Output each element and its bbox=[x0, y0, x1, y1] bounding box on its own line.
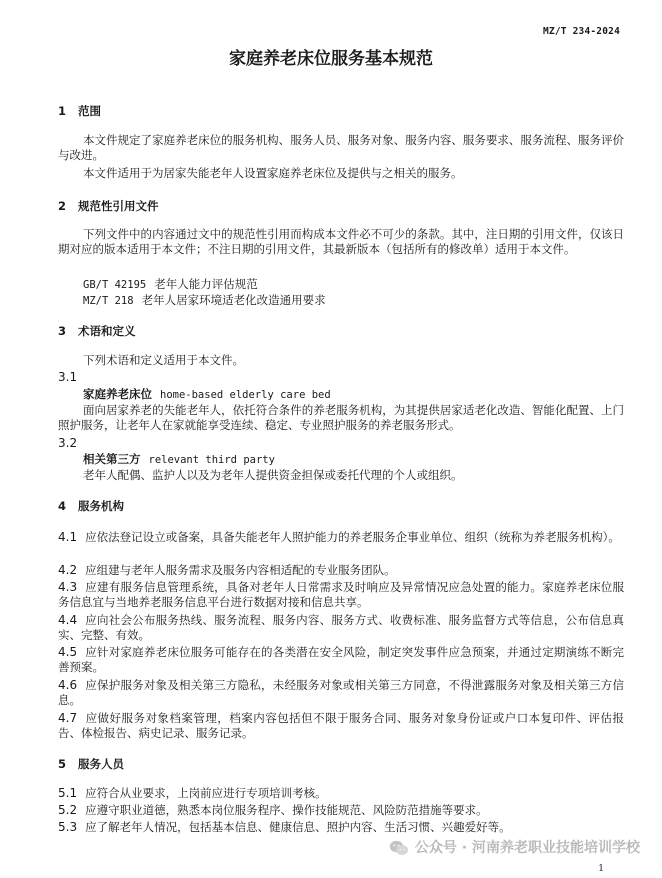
clause-number: 4.2 bbox=[58, 563, 78, 577]
section-title: 范围 bbox=[78, 104, 101, 118]
clause-4-3 bbox=[58, 580, 624, 610]
reference-code: GB/T 42195 bbox=[83, 279, 147, 291]
section-number: 5 bbox=[58, 757, 67, 771]
section-title: 服务人员 bbox=[78, 757, 124, 771]
reference-1 bbox=[58, 277, 649, 293]
section-4-heading bbox=[58, 499, 624, 514]
wechat-icon bbox=[389, 840, 409, 856]
section-2-heading bbox=[58, 199, 624, 214]
term-zh: 相关第三方 bbox=[83, 452, 141, 466]
clause-number: 4.5 bbox=[58, 645, 78, 659]
watermark-text: 公众号 · 河南养老职业技能培训学校 bbox=[414, 839, 640, 856]
term-number: 3.2 bbox=[58, 436, 78, 450]
section-1-heading bbox=[58, 104, 624, 119]
section-number: 3 bbox=[58, 324, 67, 338]
term-definition: 面向居家养老的失能老年人，依托符合条件的养老服务机构，为其提供居家适老化改造、智能化配置、上门照护服务，让老年人在家就能享受连续、稳定、专业照护服务的养老服务形式。 bbox=[58, 403, 624, 432]
clause-text: 应符合从业要求，上岗前应进行专项培训考核。 bbox=[85, 786, 327, 800]
section-number: 2 bbox=[58, 199, 67, 213]
clause-4-6 bbox=[58, 678, 624, 708]
clause-4-5 bbox=[58, 645, 624, 675]
clause-number: 4.1 bbox=[58, 530, 78, 544]
term-en: relevant third party bbox=[148, 454, 275, 466]
section-title: 规范性引用文件 bbox=[78, 199, 159, 213]
term-en: home-based elderly care bed bbox=[160, 389, 331, 401]
section-number: 1 bbox=[58, 104, 67, 118]
section-title: 术语和定义 bbox=[78, 324, 136, 338]
clause-number: 4.7 bbox=[58, 711, 78, 725]
document-title: 家庭养老床位服务基本规范 bbox=[229, 49, 433, 69]
clause-number: 4.3 bbox=[58, 580, 78, 594]
clause-4-1 bbox=[58, 530, 624, 545]
section-5-heading bbox=[58, 757, 624, 772]
clause-number: 4.4 bbox=[58, 613, 78, 627]
clause-number: 5.1 bbox=[58, 786, 78, 800]
reference-name: 老年人居家环境适老化改造通用要求 bbox=[141, 293, 326, 307]
clause-text: 应了解老年人情况，包括基本信息、健康信息、照护内容、生活习惯、兴趣爱好等。 bbox=[85, 820, 511, 834]
page-number: 1 bbox=[598, 864, 604, 874]
section-1-para-2: 本文件适用于为居家失能老年人设置家庭养老床位及提供与之相关的服务。 bbox=[83, 166, 463, 180]
clause-number: 5.3 bbox=[58, 820, 78, 834]
term-title bbox=[58, 452, 649, 468]
clause-5-1 bbox=[58, 786, 624, 801]
clause-text: 应遵守职业道德，熟悉本岗位服务程序、操作技能规范、风险防范措施等要求。 bbox=[85, 803, 488, 817]
clause-text: 应向社会公布服务热线、服务流程、服务内容、服务方式、收费标准、服务监督方式等信息，公布信息真实、完整、有效。 bbox=[58, 613, 624, 642]
clause-text: 应做好服务对象档案管理，档案内容包括但不限于服务合同、服务对象身份证或户口本复印件、评估报告、体检报告、病史记录、服务记录。 bbox=[58, 711, 624, 740]
term-definition: 老年人配偶、监护人以及为老年人提供资金担保或委托代理的个人或组织。 bbox=[83, 468, 463, 482]
section-1-para-1: 本文件规定了家庭养老床位的服务机构、服务人员、服务对象、服务内容、服务要求、服务流程、服务评价与改进。 bbox=[58, 133, 624, 162]
clause-text: 应针对家庭养老床位服务可能存在的各类潜在安全风险，制定突发事件应急预案，并通过定期演练不断完善预案。 bbox=[58, 645, 624, 674]
reference-name: 老年人能力评估规范 bbox=[154, 277, 258, 291]
clause-5-3 bbox=[58, 820, 624, 835]
clause-4-4 bbox=[58, 613, 624, 643]
section-2-para: 下列文件中的内容通过文中的规范性引用而构成本文件必不可少的条款。其中，注日期的引用文件，仅该日期对应的版本适用于本文件；不注日期的引用文件，其最新版本（包括所有的修改单）适用于本文件。 bbox=[58, 227, 624, 256]
clause-4-7 bbox=[58, 711, 624, 741]
clause-5-2 bbox=[58, 803, 624, 818]
term-title bbox=[58, 387, 649, 403]
clause-text: 应组建与老年人服务需求及服务内容相适配的专业服务团队。 bbox=[85, 563, 396, 577]
watermark bbox=[389, 840, 640, 856]
standard-code: MZ/T 234-2024 bbox=[543, 26, 620, 37]
clause-4-2 bbox=[58, 563, 624, 578]
clause-text: 应保护服务对象及相关第三方隐私，未经服务对象或相关第三方同意，不得泄露服务对象及相关第三方信息。 bbox=[58, 678, 624, 707]
term-zh: 家庭养老床位 bbox=[83, 387, 152, 401]
clause-text: 应建有服务信息管理系统，具备对老年人日常需求及时响应及异常情况应急处置的能力。家庭养老床位服务信息宜与当地养老服务信息平台进行数据对接和信息共享。 bbox=[58, 580, 624, 609]
section-3-intro: 下列术语和定义适用于本文件。 bbox=[83, 353, 244, 367]
clause-number: 5.2 bbox=[58, 803, 78, 817]
reference-code: MZ/T 218 bbox=[83, 295, 134, 307]
section-3-heading bbox=[58, 324, 624, 339]
term-number: 3.1 bbox=[58, 370, 78, 384]
reference-2 bbox=[58, 293, 649, 309]
clause-text: 应依法登记设立或备案，具备失能老年人照护能力的养老服务企事业单位、组织（统称为养老服务机构）。 bbox=[85, 530, 620, 544]
section-number: 4 bbox=[58, 499, 67, 513]
clause-number: 4.6 bbox=[58, 678, 78, 692]
section-title: 服务机构 bbox=[78, 499, 124, 513]
